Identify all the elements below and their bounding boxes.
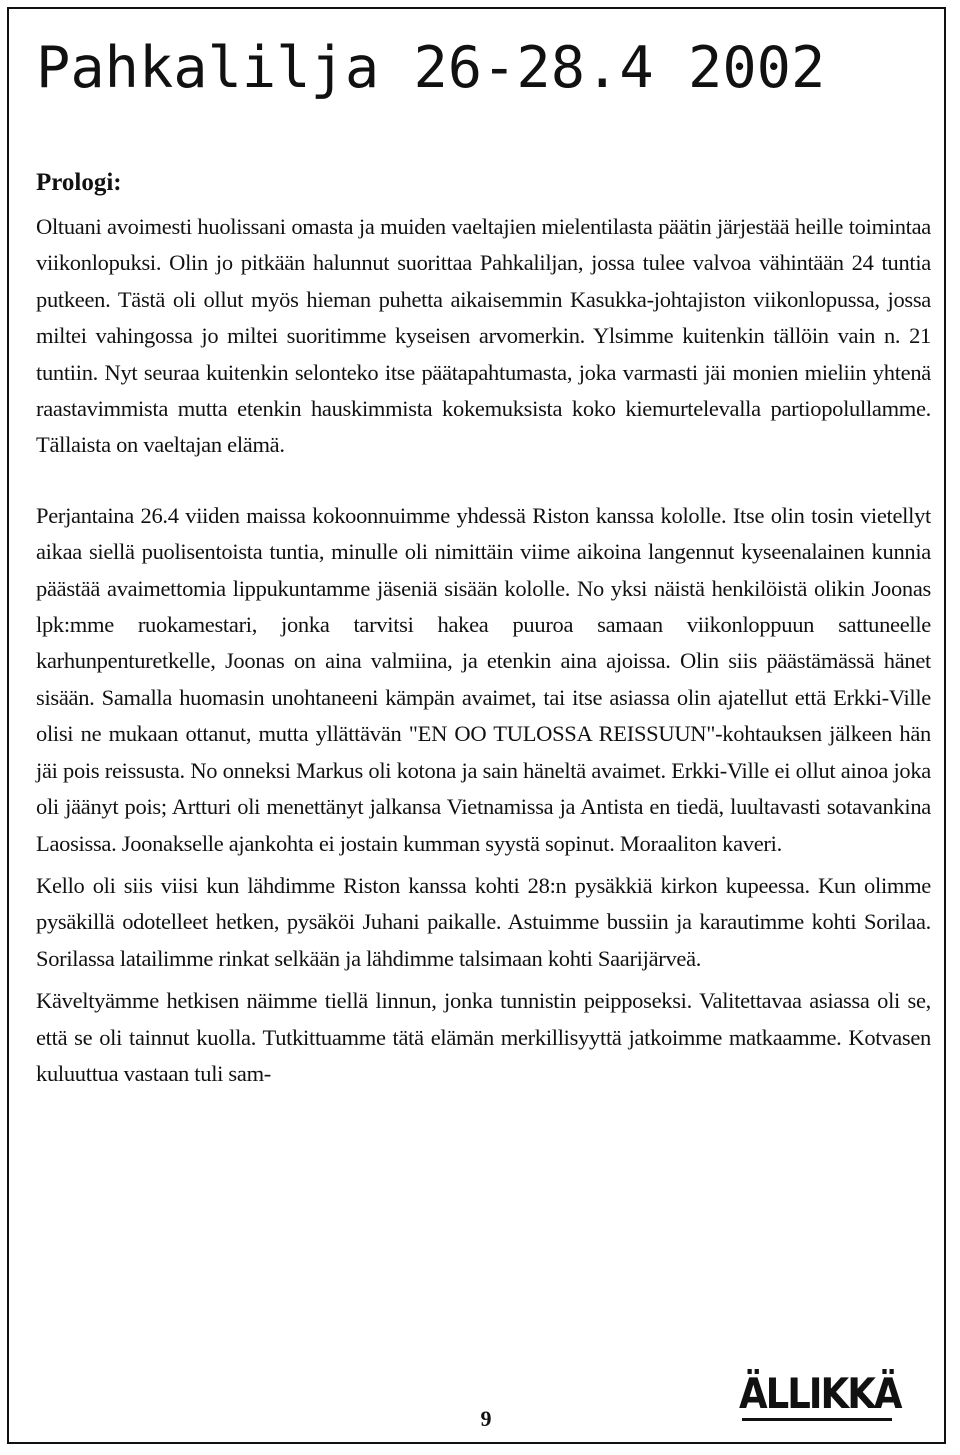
section-heading: Prologi: [36, 169, 122, 196]
paragraph-departure: Kello oli siis viisi kun lähdimme Riston kanssa kohti 28:n pysäkkiä kirkon kupeessa. Kun olimme pysäkillä odotelleet hetken, pysäköi Juhani paikalle. Astuimme bussiin ja karautimme kohti Sorilaa. Sorilassa latailimme rinkat selkään ja lähdimme talsimaan kohti Saarijärveä. [36, 872, 931, 971]
paragraph-prologue: Oltuani avoimesti huolissani omasta ja muiden vaeltajien mielentilasta päätin järjestää heille toimintaa viikonlopuksi. Olin jo pitkään halunnut suorittaa Pahkaliljan, jossa tulee valvoa vähintään 24 tuntia putkeen. Tästä oli ollut myös hieman puhetta aikaisemmin Kasukka-johtajiston viikonlopussa, jossa miltei vahingossa jo miltei suoritimme kyseisen arvomerkin. Ylsimme kuitenkin tällöin vain n. 21 tuntiin. Nyt seuraa kuitenkin selonteko itse päätapahtumasta, joka varmasti jäi monien mieliin yhtenä raastavimmista mutta etenkin hauskimmista kokemuksista koko kiemurtelevalla partiopolullamme. Tällaista on vaeltajan elämä. [36, 214, 931, 458]
logo-underline [742, 1418, 892, 1421]
page-number: 9 [480, 1406, 492, 1431]
article-body [36, 165, 931, 1092]
paragraph-walk: Käveltyämme hetkisen näimme tiellä linnun, jonka tunnistin peipposeksi. Valitettavaa asiassa oli se, että se oli tainnut kuolla. Tutkittuamme tätä elämän merkillisyyttä jatkoimme matkaamme. Kotvasen kuluuttua vastaan tuli sam- [36, 988, 931, 1086]
document-title: Pahkalilja 26-28.4 2002 [36, 35, 826, 101]
magazine-logo: ÄLLIKKÄ [739, 1370, 901, 1419]
paragraph-friday: Perjantaina 26.4 viiden maissa kokoonnuimme yhdessä Riston kanssa kololle. Itse olin tosin vietellyt aikaa siellä puolisentoista tuntia, minulle oli nimittäin viime aikoina langennut kyseenalainen kunnia päästää avaimettomia lippukuntamme jäseniä sisään kololle. No yksi näistä henkilöistä olikin Joonas lpk:mme ruokamestari, jonka tarvitsi hakea puuroa samaan viikonloppuun sattuneelle karhunpenturetkelle, Joonas on aina valmiina, ja etenkin aina ajoissa. Olin siis päästämässä hänet sisään. Samalla huomasin unohtaneeni kämpän avaimet, tai itse asiassa olin ajatellut että Erkki-Ville olisi ne mukaan ottanut, mutta yllättävän "EN OO TULOSSA REISSUUN"-kohtauksen jälkeen hän jäi pois reissusta. No onneksi Markus oli kotona ja sain häneltä avaimet. Erkki-Ville ei ollut ainoa joka oli jäänyt pois; Artturi oli menettänyt jalkansa Vietnamissa ja Antista en tiedä, luultavasti sotavankina Laosissa. Joonakselle ajankohta ei jostain kumman syystä sopinut. Moraaliton kaveri. [36, 502, 931, 856]
